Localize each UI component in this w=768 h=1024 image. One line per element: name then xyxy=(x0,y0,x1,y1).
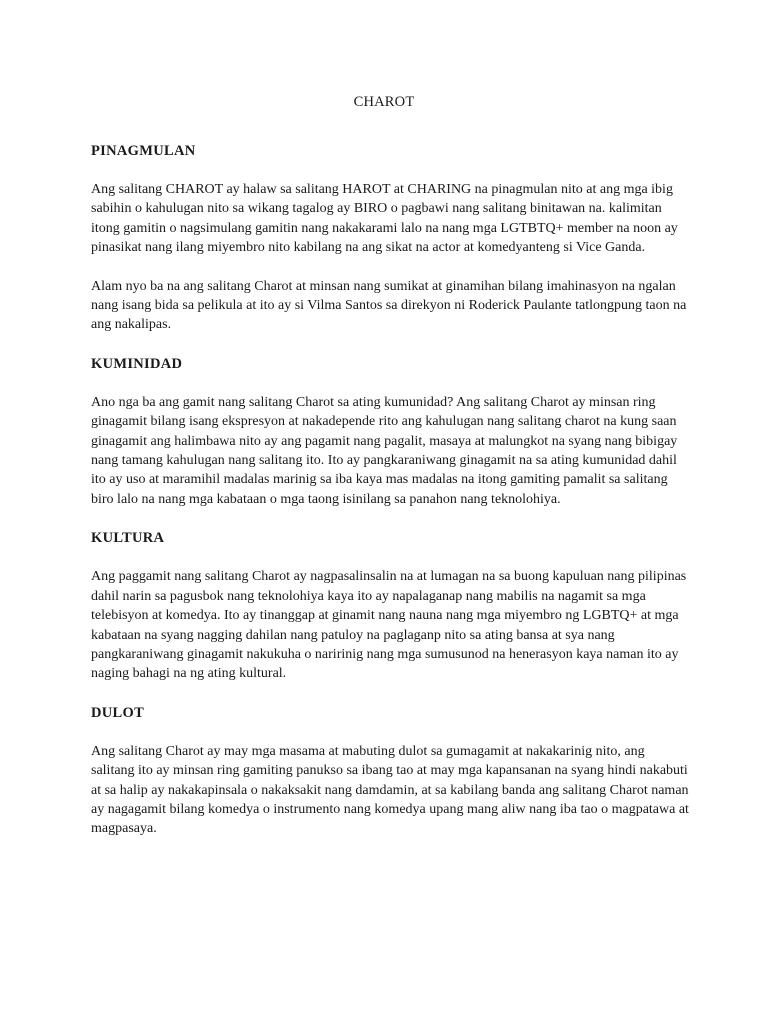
document-title: CHAROT xyxy=(353,94,415,110)
section-heading: KUMINIDAD xyxy=(91,355,183,372)
paragraph: Alam nyo ba na ang salitang Charot at minsan nang sumikat at ginamihan bilang imahinasyon na ngalan nang isang bida sa pelikula at ito ay si Vilma Santos sa direkyon ni Roderick Paulante tatlongpung taon na ang nakalipas. xyxy=(91,278,687,333)
document-body xyxy=(91,142,691,859)
paragraph: Ano nga ba ang gamit nang salitang Charot sa ating kumunidad? Ang salitang Charot ay minsan ring ginagamit bilang isang ekspresyon at nakadepende rito ang kahulugan nang salitang charot na kung saan ginagamit ang halimbawa nito ay ang pagamit nang pagalit, masaya at malungkot na syang nang bibigay nang tamang kahulugan nang salitang ito. Ito ay pangkaraniwang ginagamit na sa ating kumunidad dahil ito ay uso at maramihil madalas marinig sa iba kaya mas madalas na itong gamiting pamalit sa salitang biro lalo na nang mga kabataan o mga taong isinilang sa panahon nang teknolohiya. xyxy=(91,394,678,507)
section-heading: PINAGMULAN xyxy=(91,143,196,159)
section-dulot xyxy=(91,704,691,839)
paragraph: Ang salitang CHAROT ay halaw sa salitang HAROT at CHARING na pinagmulan nito at ang mga ibig sabihin o kahulugan nito sa wikang tagalog ay BIRO o pagbawi nang salitang binitawan na. kalimitan itong gamitin o nagsimulang gamitin nang nakakarami lalo na nang mga LGTBTQ+ member na noon ay pinasikat nang ilang miyembro nito kabilang na ang sikat na actor at komedyanteng si Vice Ganda. xyxy=(91,182,678,256)
section-kuminidad xyxy=(91,355,691,509)
section-heading: KULTURA xyxy=(91,530,165,547)
paragraph: Ang salitang Charot ay may mga masama at mabuting dulot sa gumagamit at nakakarinig nito, ang salitang ito ay minsan ring gamiting panukso sa ibang tao at may mga kapansanan na syang hindi nakabuti at sa halip ay nakakapinsala o nakaksakit nang damdamin, at sa kabilang banda ang salitang Charot naman ay nagagamit bilang komedya o instrumento nang komedya upang mang aliw nang iba tao o magpatawa at magpasaya. xyxy=(91,743,689,837)
section-heading: DULOT xyxy=(91,704,145,721)
paragraph: Ang paggamit nang salitang Charot ay nagpasalinsalin na at lumagan na sa buong kapuluan nang pilipinas dahil narin sa pagusbok nang teknolohiya kaya ito ay napalaganap nang mabilis na nagamit sa mga telebisyon at komedya. Ito ay tinanggap at ginamit nang nauna nang mga miyembro ng LGBTQ+ at mga kabataan na syang nagging dahilan nang patuloy na paglaganp nito sa ating bansa at sya nang pangkaraniwang ginagamit nakukuha o naririnig nang mga sumusunod na henerasyon kaya naman ito ay naging bahagi na ng ating kultural. xyxy=(91,569,687,682)
section-kultura xyxy=(91,529,691,683)
section-pinagmulan xyxy=(91,142,691,335)
